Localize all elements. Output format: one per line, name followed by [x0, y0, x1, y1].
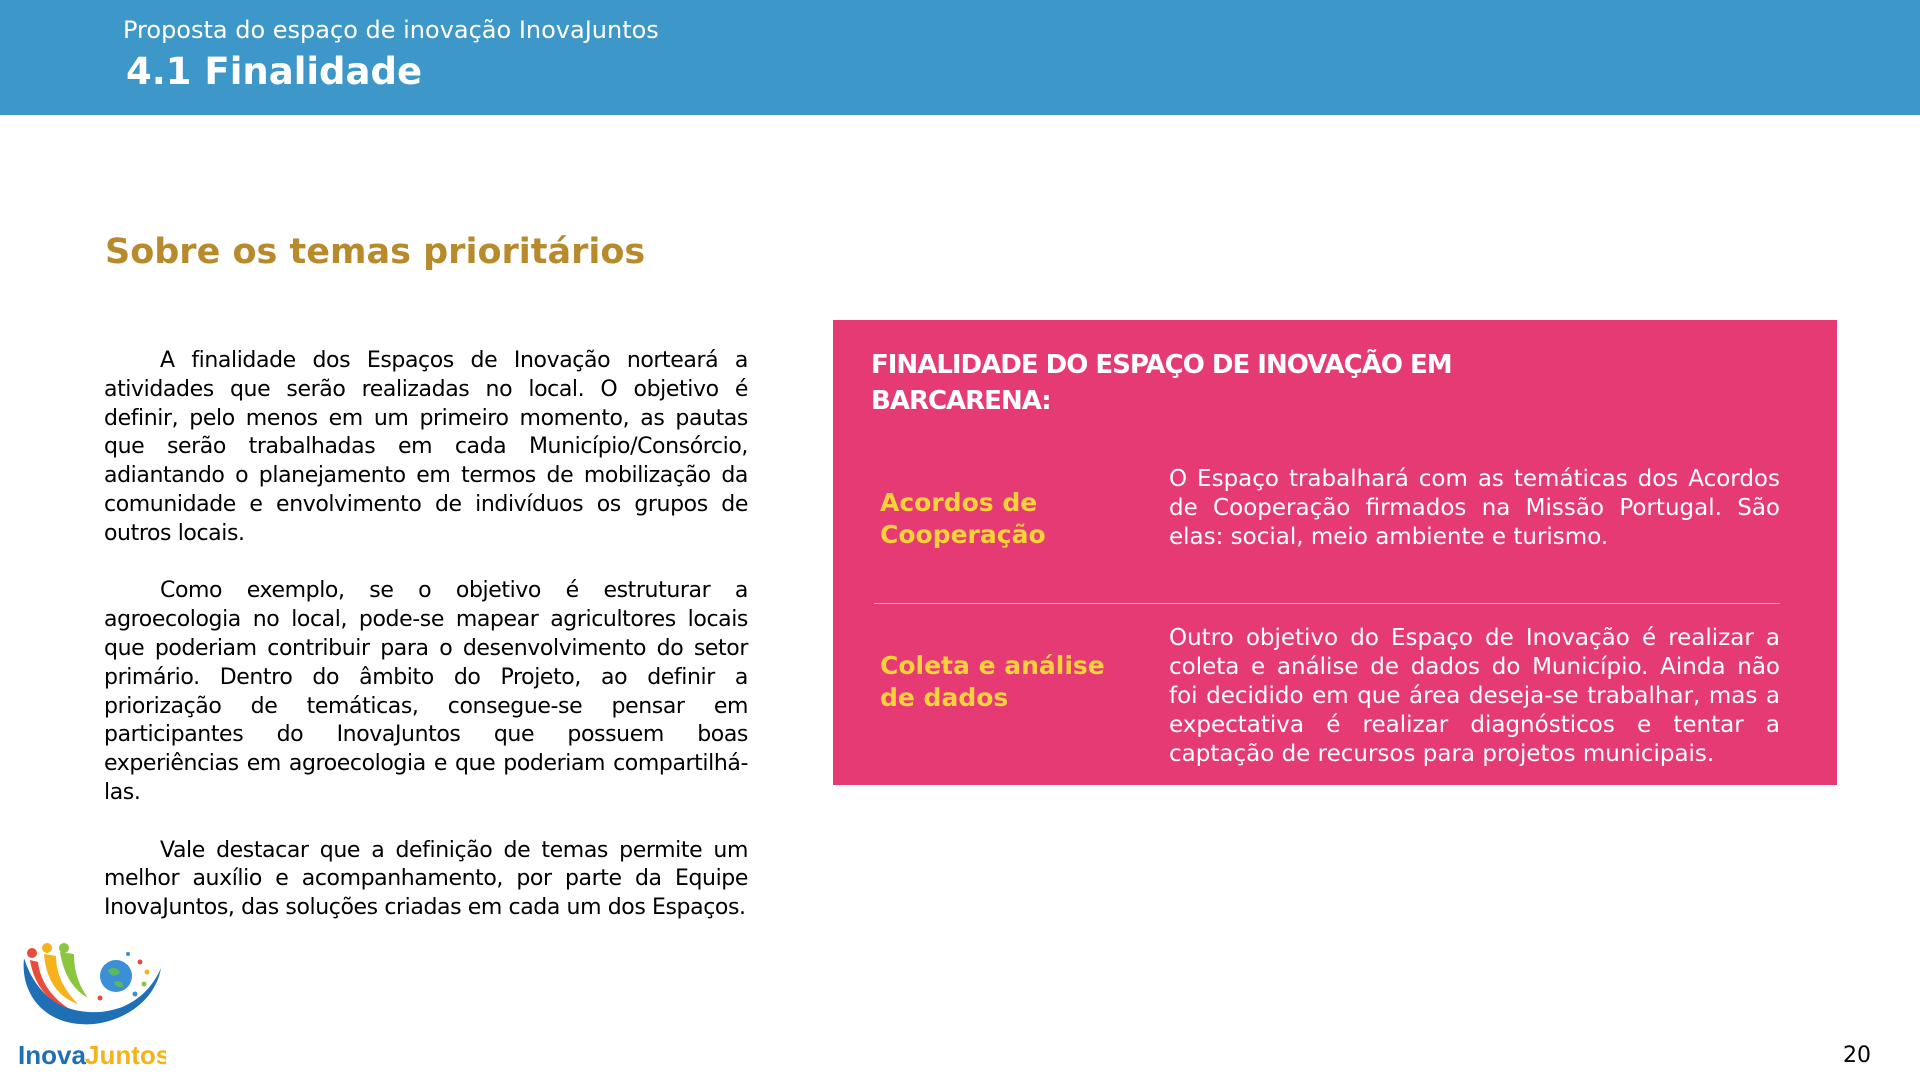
row-text-acordos: O Espaço trabalhará com as temáticas dos Acordos de Cooperação firmados na Missão Portugal. São elas: social, meio ambiente e turismo.: [1169, 466, 1780, 550]
paragraph: Vale destacar que a definição de temas permite um melhor auxílio e acompanhamento, por parte da Equipe InovaJuntos, das soluções criadas em cada um dos Espaços.: [104, 837, 748, 921]
body-text: [104, 347, 748, 952]
purpose-box-title: FINALIDADE DO ESPAÇO DE INOVAÇÃO EM BARCARENA:: [871, 350, 1452, 416]
document-subtitle: Proposta do espaço de inovação InovaJuntos: [123, 16, 659, 44]
paragraph: A finalidade dos Espaços de Inovação norteará a atividades que serão realizadas no local. O objetivo é definir, pelo menos em um primeiro momento, as pautas que serão trabalhadas em cada Município/Consórcio, adiantando o planejamento em termos de mobilização da comunidade e envolvimento de indivíduos os grupos de outros locais.: [104, 348, 748, 546]
row-label-coleta: Coleta e análise de dados: [880, 651, 1105, 712]
purpose-box: [833, 320, 1837, 785]
row-text-coleta: Outro objetivo do Espaço de Inovação é realizar a coleta e análise de dados do Município. Ainda não foi decidido em que área deseja-se trabalhar, mas a expectativa é realizar diagnósticos e tentar a captação de recursos para projetos municipais.: [1169, 625, 1780, 767]
logo-text-juntos: Juntos: [85, 1040, 166, 1070]
logo-text-inova: Inova: [18, 1040, 86, 1070]
page-title: 4.1 Finalidade: [126, 50, 423, 93]
row-label-acordos: Acordos de Cooperação: [880, 488, 1046, 549]
section-heading: Sobre os temas prioritários: [105, 232, 646, 272]
inovajuntos-logo-icon: [16, 940, 166, 1070]
header-bar: [0, 0, 1920, 115]
row-divider: [874, 603, 1780, 604]
page-number: 20: [1843, 1043, 1871, 1068]
inovajuntos-logo: [16, 940, 166, 1070]
paragraph: Como exemplo, se o objetivo é estruturar a agroecologia no local, pode-se mapear agricultores locais que poderiam contribuir para o desenvolvimento do setor primário. Dentro do âmbito do Projeto, ao definir a priorização de temáticas, consegue-se pensar em participantes do InovaJuntos que possuem boas experiências em agroecologia e que poderiam compartilhá-las.: [104, 578, 748, 805]
